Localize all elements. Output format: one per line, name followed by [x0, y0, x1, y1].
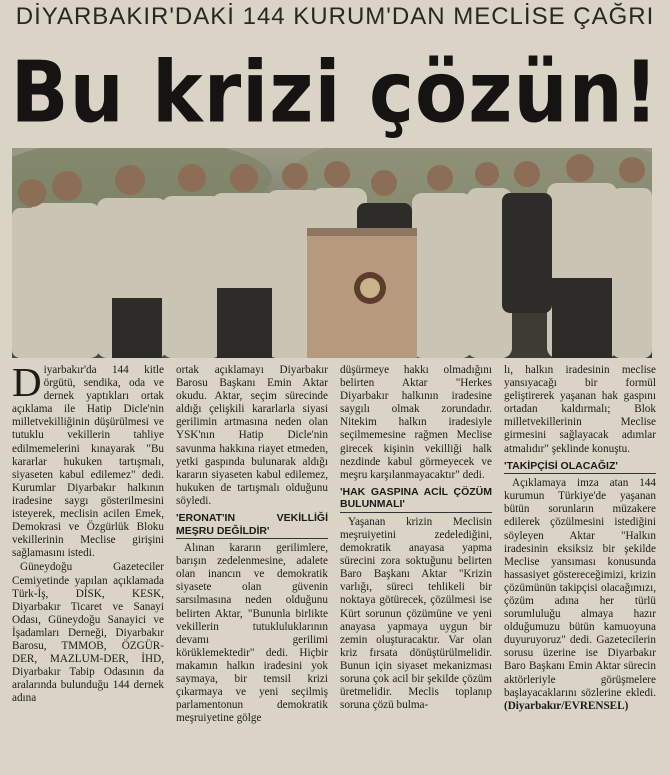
paragraph: Alınan kararın gerilimlere, barışın zedelenmesine, adalete olan inancın ve demokratik siyasete olan güvenin sarsılmasına neden olduğunu belirten Aktar, "Bununla birlikte vekillerin tutukluluklarının devamı gerilimi körüklemektedir" dedi. Hiçbir makamın halkın iradesini yok saymaya, bir temsil krizi çıkarmaya ve yeni seçilmiş parlamentonun demokratik meşruiyetine gölge: [176, 542, 328, 725]
column-3: [340, 364, 492, 769]
column-4: [504, 364, 656, 769]
article-body: [12, 364, 658, 769]
subheading: 'ERONAT'IN VEKİLLİĞİ MEŞRU DEĞİLDİR': [176, 512, 328, 539]
drop-cap: D: [12, 364, 42, 405]
paragraph: Yaşanan krizin Meclisin meşruiyetini zedelediğini, demokratik anayasa yapma sürecini zora soktuğunu belirten Baro Başkanı Aktar "Krizin varlığı, süreci tehlikeli bir noktaya götürecek, çözülmesi ise Kürt sorunun çözümüne ve yeni anayasa yapmaya uygun bir zemin oluşturacaktır. Var olan kriz fırsata dönüştürülmelidir. Bunun için siyaset mekanizması soruna çok acil bir şekilde çözüm üretmelidir. Meclis toplanıp soruna çözü bulma-: [340, 515, 492, 712]
subheading: 'HAK GASPINA ACİL ÇÖZÜM BULUNMALI': [340, 486, 492, 513]
paragraph: lı, halkın iradesinin meclise yansıyacağı bir formül geliştirerek yaşanan hak gaspını ortadan kaldırmalı; Blok milletvekillerinin Meclise girmesini sağlayacak adımlar atmalıdır" şeklinde konuştu.: [504, 364, 656, 455]
column-2: [176, 364, 328, 769]
subheading: 'TAKİPÇİSİ OLACAĞIZ': [504, 460, 656, 475]
paragraph: Açıklamaya imza atan 144 kurumun Türkiye'de yaşanan bütün sorunların müzakere edilerek çözülmesini istediğini söyleyen Aktar "Halkın iradesinin eksiksiz bir şekilde Meclise yansıması konusunda hassasiyet göstereceğimizi, krizin çözümünün takipçisi olacağımızı, çözüm adına her türlü sorumluluğu almaya hazır olduğumuzu bütün kamuoyuna duyuruyoruz" dedi. Gazetecilerin sorusu üzerine ise Diyarbakır Baro Başkanı Emin Aktar sürecin aktörleriyle görüşmelere başlayacaklarını sözlerine ekledi. (Diyarbakır/EVRENSEL): [504, 477, 656, 712]
press-conference-photo: [12, 148, 652, 358]
paragraph: düşürmeye hakkı olmadığını belirten Aktar "Herkes Diyarbakır halkının iradesine saygılı olmak zorundadır. Nitekim halkın iradesiyle seçilmemesine rağmen Meclise girecek kişinin vekilliği halk nezdinde kabul görmeyecek ve meşru karşılanmayacaktır" dedi.: [340, 364, 492, 481]
kicker-headline: DİYARBAKIR'DAKİ 144 KURUM'DAN MECLİSE ÇAĞRI: [15, 3, 655, 30]
paragraph: ortak açıklamayı Diyarbakır Barosu Başkanı Emin Aktar okudu. Aktar, seçim sürecinde aldığı çelişkili kararlarla siyasi gerilimin artmasına neden olan YSK'nın Hatip Dicle'nin savunma hakkına riayet etmeden, yetki gaspında bulunarak aldığı kararın siyaseten kabul edilemez, hukuken de tartışmalı olduğunu söyledi.: [176, 364, 328, 507]
byline: (Diyarbakır/EVRENSEL): [504, 699, 629, 712]
paragraph: Diyarbakır'da 144 kitle örgütü, sendika, oda ve dernek yaptıkları ortak açıklama ile Hatip Dicle'nin milletvekilliğinin düşürülmesi ve tutuklu vekillerin tahliye edilmemelerini kınayarak "Bu kararlar hukuken tartışmalı, siyaseten kabul edilemez" dedi. Kurumlar Diyarbakır halkının iradesine saygı gösterilmesini isteyerek, meclisin acilen Emek, Demokrasi ve Özgürlük Bloku vekillerinin Meclise girişini sağlamasını istedi.: [12, 364, 164, 560]
paragraph: Güneydoğu Gazeteciler Cemiyetinde yapılan açıklamada Türk-İş, DİSK, KESK, Diyarbakır Ticaret ve Sanayi Odası, Güneydoğu Sanayici ve İşadamları Derneği, Diyarbakır Barosu, TMMOB, ÖZGÜR-DER, MAZLUM-DER, İHD, Diyarbakır Tabip Odasının da aralarında bulunduğu 144 dernek adına: [12, 561, 164, 705]
column-1: [12, 364, 164, 769]
main-headline: Bu krizi çözün!: [10, 41, 660, 142]
